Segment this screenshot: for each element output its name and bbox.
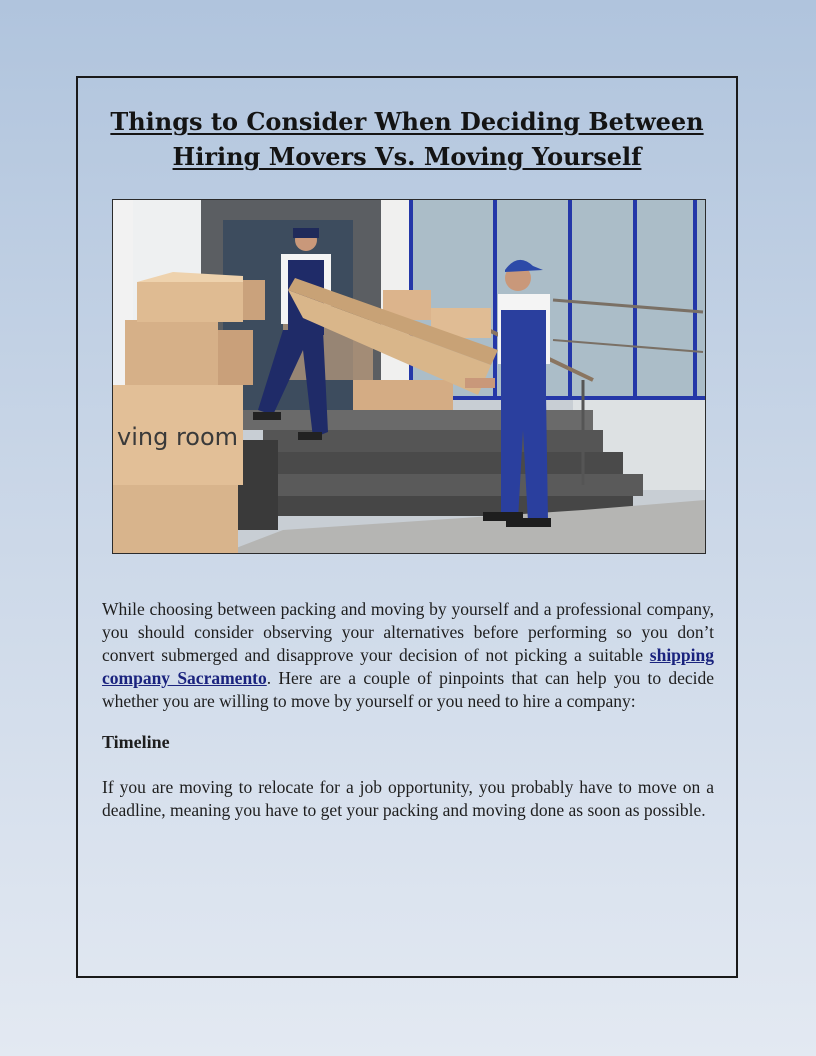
shipping-company-link[interactable]: shipping company Sacramento: [102, 645, 714, 688]
intro-text-end: . Here are a couple of pinpoints that can help you to decide whether you are willing to move by yourself or you need to hire a company:: [102, 668, 714, 711]
page-frame: [76, 76, 738, 978]
article-body: [102, 598, 714, 822]
section-heading: Timeline: [102, 732, 170, 752]
title-line-2: Hiring Movers Vs. Moving Yourself: [172, 142, 642, 171]
title-line-1: Things to Consider When Deciding Between: [110, 107, 704, 136]
timeline-paragraph: If you are moving to relocate for a job opportunity, you probably have to move on a deadline, meaning you have to get your packing and moving done as soon as possible.: [102, 777, 714, 820]
page-title: [78, 104, 736, 174]
box-label: ving room: [117, 423, 239, 451]
intro-text-start: While choosing between packing and moving by yourself and a professional company, you should consider observing your alternatives before performing so you don’t convert submerged and disapprove your decision of not picking a suitable: [102, 599, 714, 665]
movers-photo: [112, 199, 706, 554]
intro-paragraph: [102, 598, 714, 713]
